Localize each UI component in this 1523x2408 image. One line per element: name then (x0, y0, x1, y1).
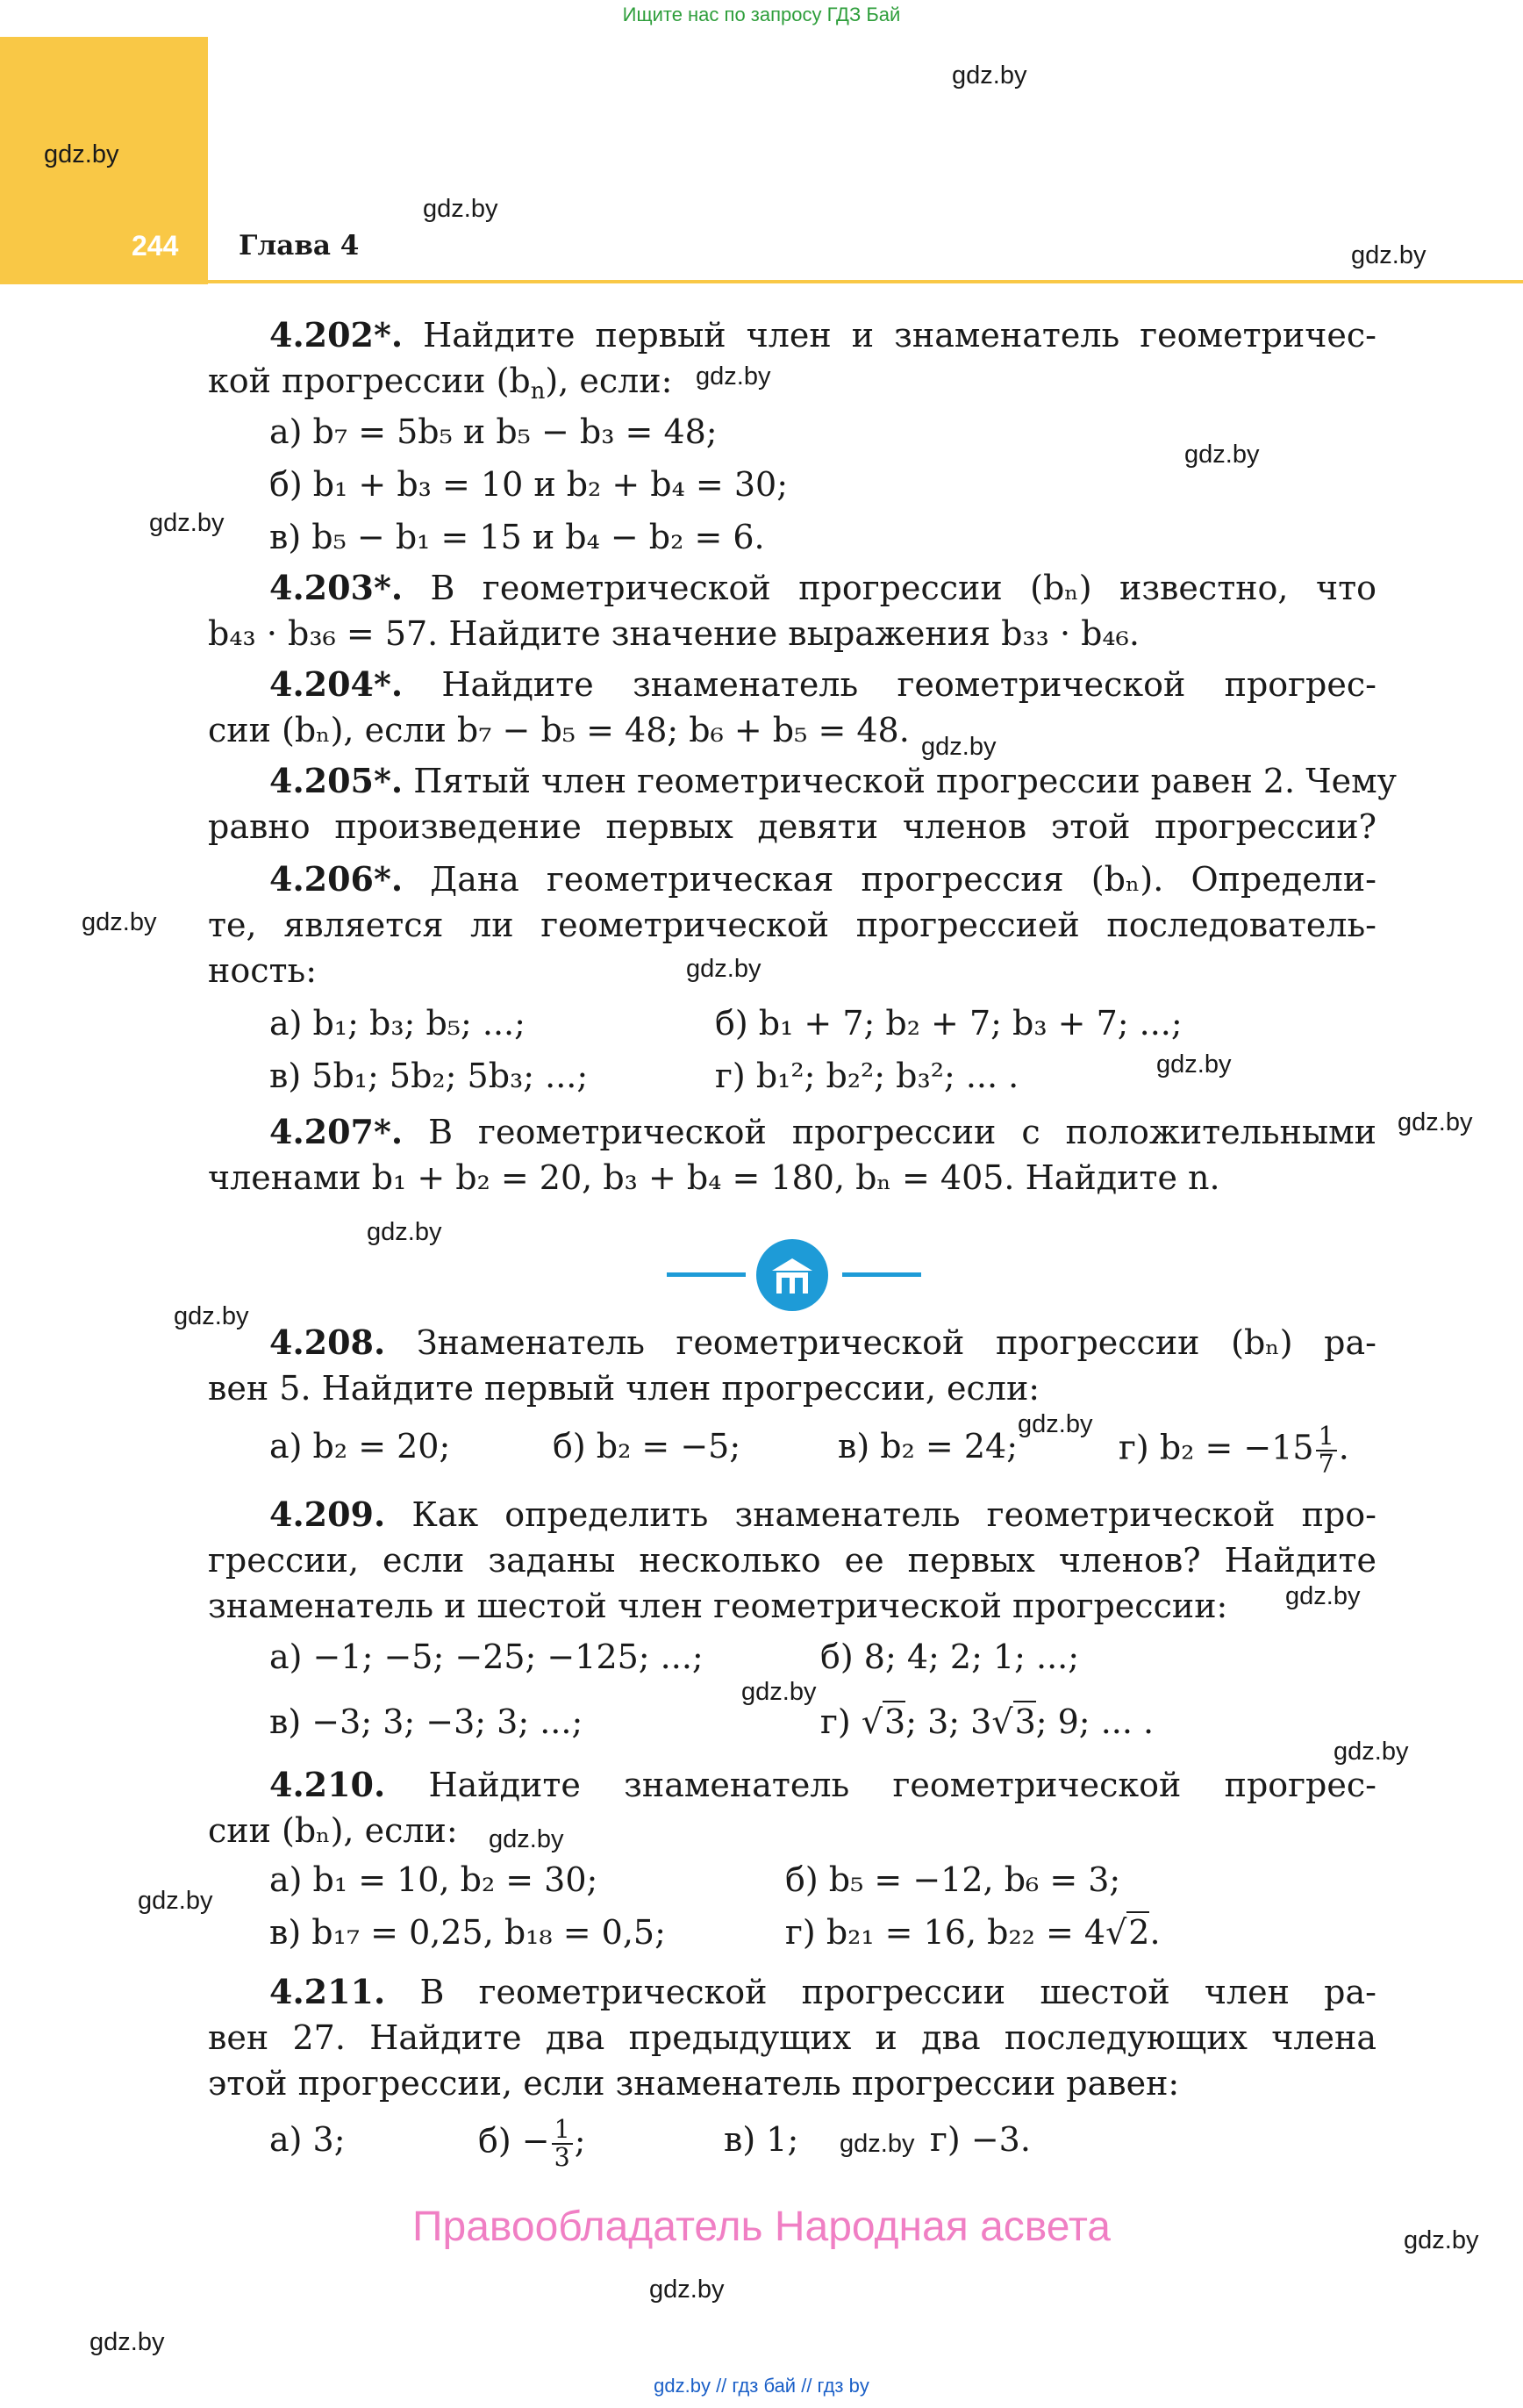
watermark: gdz.by (741, 1678, 817, 1706)
problem-4-209-item-c: в) −3; 3; −3; 3; ...; (269, 1702, 583, 1741)
problem-4-208-item-c: в) b₂ = 24; (838, 1427, 1019, 1466)
fraction (1316, 1423, 1337, 1478)
problem-4-210-item-c: в) b₁₇ = 0,25, b₁₈ = 0,5; (269, 1913, 666, 1952)
footer-links[interactable]: gdz.by // гдз бай // гдз by (654, 2375, 869, 2397)
watermark: gdz.by (44, 140, 119, 168)
fraction-numerator: 1 (1316, 1423, 1337, 1451)
problem-text: ; 3; 3√ (905, 1702, 1013, 1741)
watermark: gdz.by (686, 955, 762, 983)
problem-4-210-line-1 (269, 1762, 1376, 1808)
problem-number: 4.202*. (269, 315, 404, 355)
problem-number: 4.203*. (269, 568, 404, 607)
watermark: gdz.by (649, 2275, 725, 2304)
problem-text: . (1149, 1913, 1161, 1952)
watermark: gdz.by (1398, 1108, 1473, 1136)
problem-text: Дана геометрическая прогрессия (bₙ). Определи- (430, 860, 1376, 899)
problem-4-206-line-3: ность: (208, 951, 318, 990)
watermark: gdz.by (367, 1218, 442, 1246)
fraction-numerator: 1 (552, 2117, 573, 2145)
watermark: gdz.by (89, 2328, 165, 2356)
problem-4-206-item-b: б) b₁ + 7; b₂ + 7; b₃ + 7; ...; (715, 1004, 1183, 1043)
problem-text: г) √ (820, 1702, 883, 1741)
problem-4-204-line-1 (269, 662, 1376, 707)
section-divider-right (842, 1272, 921, 1277)
problem-4-209-line-2: грессии, если заданы несколько ее первых членов? Найдите (208, 1541, 1376, 1580)
watermark: gdz.by (1156, 1050, 1232, 1079)
problem-4-208-line-1 (269, 1320, 1376, 1365)
watermark: gdz.by (840, 2130, 915, 2158)
problem-4-204-line-2: сии (bₙ), если b₇ − b₅ = 48; b₆ + b₅ = 48. (208, 711, 910, 749)
problem-number: 4.208. (269, 1322, 386, 1362)
problem-4-210-item-b: б) b₅ = −12, b₆ = 3; (785, 1860, 1121, 1899)
watermark: gdz.by (952, 61, 1027, 90)
problem-text: В геометрической прогрессии шестой член ра- (419, 1973, 1376, 2011)
watermark: gdz.by (174, 1302, 249, 1330)
problem-4-211-line-1 (269, 1969, 1376, 2015)
problem-4-207-line-1 (269, 1109, 1376, 1155)
problem-4-210-line-2: сии (bₙ), если: (208, 1811, 458, 1850)
problem-text: В геометрической прогрессии (bₙ) известно, что (430, 569, 1376, 607)
sqrt-argument: 3 (884, 1702, 906, 1741)
problem-4-202-item-a: а) b₇ = 5b₅ и b₅ − b₃ = 48; (269, 412, 718, 451)
watermark: gdz.by (82, 908, 157, 936)
problem-4-203-line-2: b₄₃ · b₃₆ = 57. Найдите значение выражения b₃₃ · b₄₆. (208, 614, 1140, 653)
problem-4-211-item-a: а) 3; (269, 2120, 346, 2159)
problem-text: Найдите знаменатель геометрической прогрес- (441, 665, 1376, 704)
problem-text: Найдите знаменатель геометрической прогрес- (428, 1766, 1376, 1804)
problem-4-209-line-3: знаменатель и шестой член геометрической прогрессии: (208, 1587, 1228, 1625)
fraction-denominator: 3 (554, 2142, 570, 2172)
problem-text: кой прогрессии (b (208, 362, 531, 400)
problem-text: Как определить знаменатель геометрической про- (411, 1495, 1376, 1534)
fraction (552, 2117, 573, 2171)
watermark: gdz.by (1018, 1410, 1093, 1438)
problem-text: Знаменатель геометрической прогрессии (bₙ) ра- (416, 1323, 1376, 1362)
sqrt-argument: 2 (1128, 1913, 1150, 1952)
problem-4-208-item-a: а) b₂ = 20; (269, 1427, 451, 1466)
watermark: gdz.by (696, 362, 771, 391)
problem-4-209-item-b: б) 8; 4; 2; 1; ...; (820, 1638, 1080, 1676)
problem-4-210-item-a: а) b₁ = 10, b₂ = 30; (269, 1860, 598, 1899)
problem-text: ), если: (545, 362, 673, 400)
problem-4-206-item-a: а) b₁; b₃; b₅; ...; (269, 1004, 526, 1043)
problem-text: Пятый член геометрической прогрессии равен 2. Чему (413, 762, 1397, 800)
home-icon (756, 1239, 828, 1311)
watermark: gdz.by (1285, 1582, 1361, 1610)
problem-4-206-line-1 (269, 856, 1376, 902)
header-rule (208, 280, 1523, 283)
problem-number: 4.210. (269, 1765, 386, 1804)
problem-4-208-line-2: вен 5. Найдите первый член прогрессии, если: (208, 1369, 1040, 1408)
problem-text: ; 9; ... . (1035, 1702, 1155, 1741)
problem-number: 4.209. (269, 1494, 386, 1534)
top-search-banner: Ищите нас по запросу ГДЗ Бай (622, 4, 901, 25)
problem-text: г) b₂ = −15 (1119, 1428, 1314, 1467)
problem-4-202-line-2 (208, 358, 1376, 414)
problem-number: 4.204*. (269, 664, 404, 704)
problem-4-209-line-1 (269, 1492, 1376, 1537)
watermark: gdz.by (138, 1887, 213, 1915)
problem-4-206-item-d: г) b₁²; b₂²; b₃²; ... . (715, 1057, 1019, 1095)
problem-4-205-line-2: равно произведение первых девяти членов этой прогрессии? (208, 807, 1376, 846)
watermark: gdz.by (1184, 441, 1260, 469)
problem-4-211-line-2: вен 27. Найдите два предыдущих и два последующих члена (208, 2018, 1376, 2057)
sqrt-argument: 3 (1014, 1702, 1036, 1741)
problem-text: Найдите первый член и знаменатель геометричес- (423, 316, 1376, 355)
problem-number: 4.211. (269, 1972, 386, 2011)
problem-text: г) b₂₁ = 16, b₂₂ = 4√ (785, 1913, 1127, 1952)
watermark: gdz.by (1334, 1738, 1409, 1766)
fraction-denominator: 7 (1318, 1449, 1334, 1479)
problem-text: б) − (478, 2121, 550, 2161)
problem-4-209-item-a: а) −1; −5; −25; −125; ...; (269, 1638, 704, 1676)
problem-4-208-item-b: б) b₂ = −5; (553, 1427, 741, 1466)
problem-number: 4.207*. (269, 1112, 404, 1151)
problem-4-202-item-c: в) b₅ − b₁ = 15 и b₄ − b₂ = 6. (269, 518, 765, 556)
watermark: gdz.by (149, 509, 225, 537)
page-number: 244 (132, 230, 179, 262)
problem-4-211-item-c: в) 1; (724, 2120, 799, 2159)
watermark: gdz.by (489, 1825, 564, 1853)
chapter-title: Глава 4 (239, 230, 360, 262)
problem-4-206-line-2: те, является ли геометрической прогрессией последователь- (208, 906, 1376, 944)
section-divider-left (667, 1272, 746, 1277)
problem-number: 4.205*. (269, 761, 404, 800)
problem-4-207-line-2: членами b₁ + b₂ = 20, b₃ + b₄ = 180, bₙ = 405. Найдите n. (208, 1158, 1220, 1197)
problem-4-202-line-1 (269, 312, 1376, 358)
problem-4-211-item-b (478, 2117, 697, 2171)
problem-4-211-line-3: этой прогрессии, если знаменатель прогрессии равен: (208, 2064, 1180, 2103)
problem-4-202-item-b: б) b₁ + b₃ = 10 и b₂ + b₄ = 30; (269, 465, 789, 504)
problem-number: 4.206*. (269, 859, 404, 899)
problem-4-203-line-1 (269, 565, 1376, 611)
watermark: gdz.by (921, 733, 997, 761)
problem-4-211-item-d: г) −3. (930, 2120, 1031, 2159)
watermark: gdz.by (1404, 2226, 1479, 2254)
subscript: n (530, 378, 546, 405)
copyright-notice: Правообладатель Народная асвета (412, 2204, 1111, 2250)
problem-text: . (1338, 1428, 1349, 1467)
problem-4-206-item-c: в) 5b₁; 5b₂; 5b₃; ...; (269, 1057, 589, 1095)
problem-text: В геометрической прогрессии с положительными (428, 1113, 1376, 1151)
problem-text: ; (574, 2121, 586, 2161)
problem-4-209-item-d (820, 1699, 1259, 1745)
problem-4-205-line-1 (269, 758, 1397, 804)
watermark: gdz.by (1351, 241, 1426, 269)
watermark: gdz.by (423, 195, 498, 223)
problem-4-210-item-d (785, 1910, 1294, 1955)
problem-4-208-item-d (1119, 1423, 1382, 1478)
